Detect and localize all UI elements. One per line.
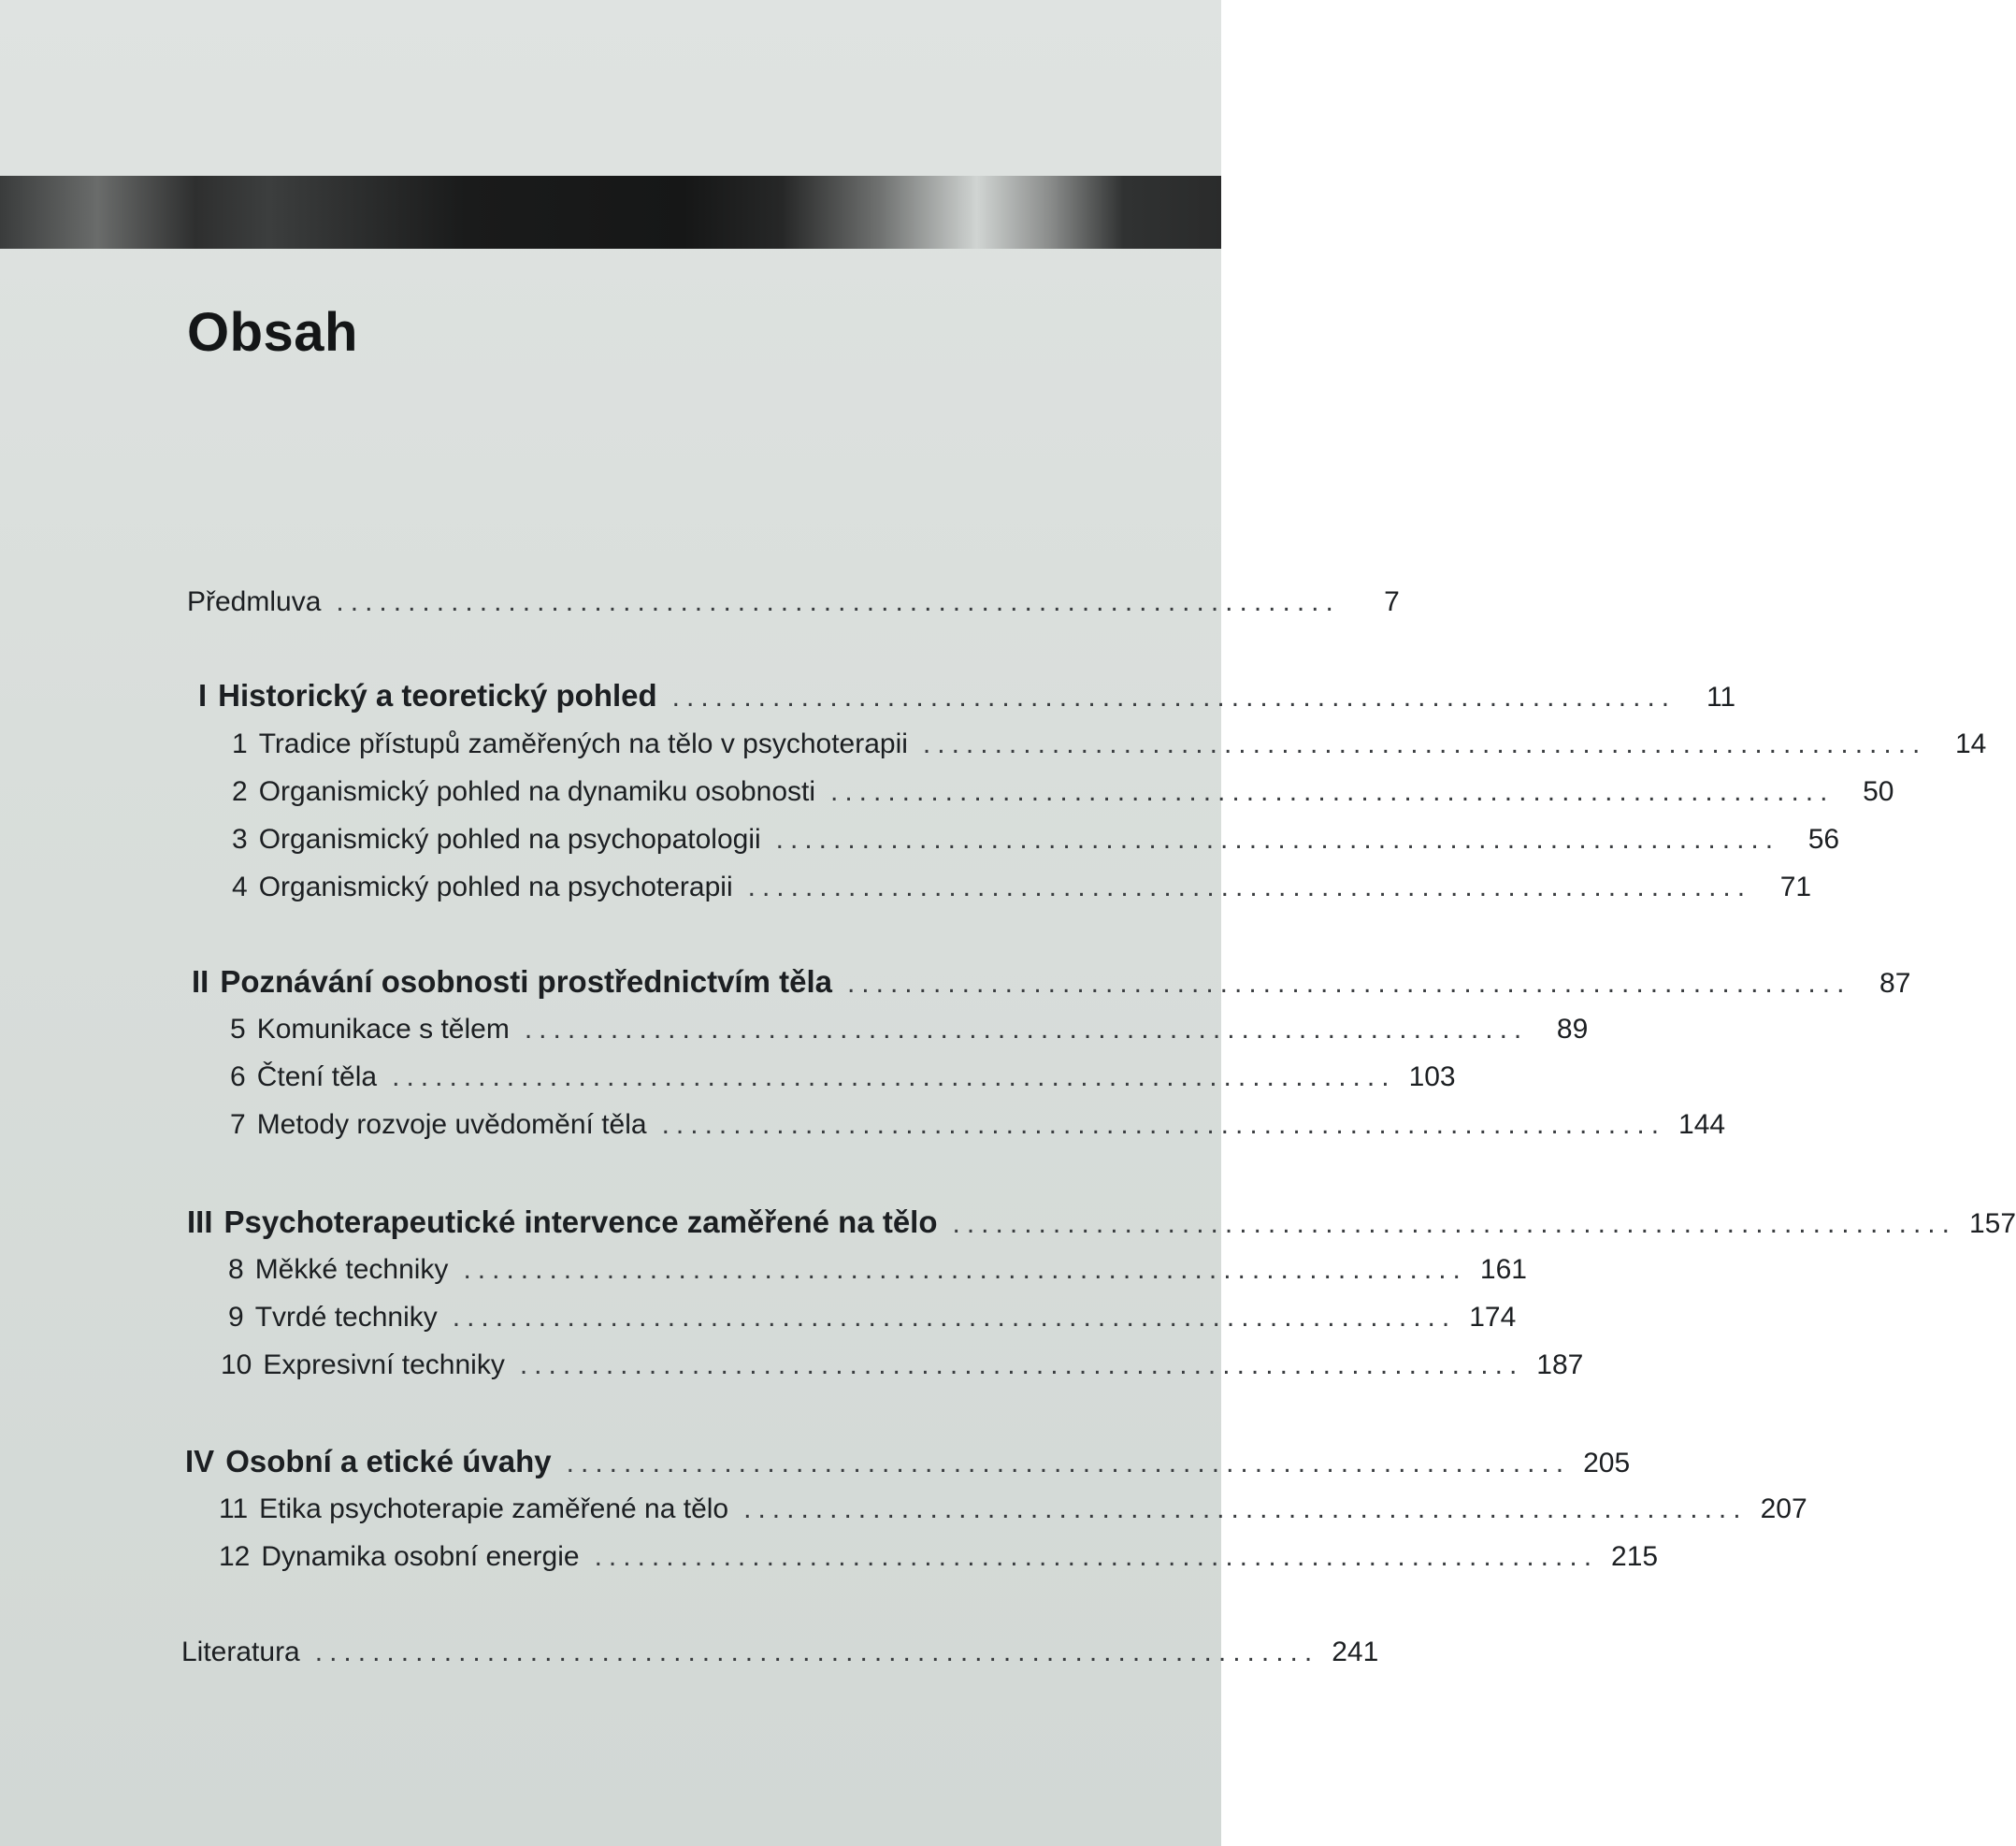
part-number: II bbox=[192, 964, 209, 999]
chapter-number: 11 bbox=[219, 1493, 249, 1524]
dot-leader: ...................................................................... bbox=[524, 1014, 1529, 1045]
part-number: IV bbox=[185, 1444, 215, 1478]
toc-chapter bbox=[221, 1347, 1584, 1384]
chapter-title: Měkké techniky bbox=[254, 1254, 449, 1285]
chapter-number: 10 bbox=[221, 1349, 252, 1380]
toc-chapter bbox=[230, 1011, 1589, 1048]
dot-leader: ...................................................................... bbox=[336, 586, 1340, 617]
toc-page-number: 56 bbox=[1807, 824, 1840, 855]
chapter-number: 1 bbox=[232, 728, 248, 759]
chapter-title: Organismický pohled na psychoterapii bbox=[258, 872, 733, 902]
dot-leader: ...................................................................... bbox=[566, 1448, 1571, 1478]
toc-chapter bbox=[232, 821, 1840, 858]
toc-page-number: 87 bbox=[1879, 968, 1911, 999]
chapter-number: 3 bbox=[232, 824, 248, 855]
chapter-title: Expresivní techniky bbox=[263, 1349, 505, 1380]
part-number: I bbox=[198, 678, 208, 713]
dot-leader: ...................................................................... bbox=[314, 1637, 1319, 1667]
toc-page-number: 187 bbox=[1536, 1349, 1584, 1380]
part-title: Poznávání osobnosti prostřednictvím těla bbox=[220, 964, 832, 999]
toc-chapter bbox=[232, 726, 1987, 763]
chapter-title: Dynamika osobní energie bbox=[261, 1541, 580, 1572]
part-title: Psychoterapeutické intervence zaměřené na tělo bbox=[223, 1204, 938, 1239]
part-title: Osobní a etické úvahy bbox=[225, 1444, 552, 1478]
dot-leader: ...................................................................... bbox=[671, 682, 1677, 713]
dot-leader: ...................................................................... bbox=[463, 1254, 1467, 1285]
chapter-number: 4 bbox=[232, 872, 248, 902]
toc-part-heading bbox=[198, 677, 1736, 714]
chapter-number: 12 bbox=[219, 1541, 251, 1572]
toc-page-number: 215 bbox=[1611, 1541, 1659, 1572]
dot-leader: ...................................................................... bbox=[830, 776, 1835, 807]
dot-leader: ...................................................................... bbox=[594, 1541, 1599, 1572]
chapter-title: Čtení těla bbox=[256, 1061, 378, 1092]
toc-page-number: 174 bbox=[1469, 1302, 1517, 1333]
toc-chapter bbox=[219, 1491, 1807, 1528]
dot-leader: ...................................................................... bbox=[922, 728, 1927, 759]
dot-leader: ...................................................................... bbox=[452, 1302, 1457, 1333]
part-title: Historický a teoretický pohled bbox=[218, 678, 657, 713]
toc-page-number: 157 bbox=[1968, 1208, 2016, 1239]
toc-entry-label: Literatura bbox=[181, 1637, 300, 1667]
chapter-number: 6 bbox=[230, 1061, 246, 1092]
dot-leader: ...................................................................... bbox=[952, 1208, 1956, 1239]
toc-entry-label: Předmluva bbox=[187, 586, 322, 617]
toc-part-heading bbox=[187, 1204, 2016, 1241]
toc-chapter bbox=[230, 1059, 1456, 1096]
chapter-title: Tradice přístupů zaměřených na tělo v psychoterapii bbox=[258, 728, 908, 759]
dot-leader: ...................................................................... bbox=[846, 968, 1851, 999]
toc-page-number: 14 bbox=[1955, 728, 1987, 759]
dot-leader: ...................................................................... bbox=[661, 1109, 1666, 1140]
toc-page-number: 103 bbox=[1408, 1061, 1456, 1092]
toc-chapter bbox=[219, 1538, 1659, 1576]
toc-entry-foreword bbox=[187, 584, 1400, 621]
chapter-number: 7 bbox=[230, 1109, 246, 1140]
toc-page-number: 205 bbox=[1583, 1448, 1631, 1478]
toc-page-number: 71 bbox=[1779, 872, 1812, 902]
chapter-title: Organismický pohled na dynamiku osobnosti bbox=[258, 776, 815, 807]
dot-leader: ...................................................................... bbox=[747, 872, 1752, 902]
toc-chapter bbox=[228, 1299, 1517, 1336]
toc-chapter bbox=[232, 773, 1894, 811]
toc-part-heading bbox=[192, 963, 1911, 1001]
toc-page-number: 50 bbox=[1863, 776, 1894, 807]
chapter-title: Komunikace s tělem bbox=[256, 1014, 510, 1045]
chapter-number: 5 bbox=[230, 1014, 246, 1045]
part-number: III bbox=[187, 1204, 213, 1239]
chapter-title: Etika psychoterapie zaměřené na tělo bbox=[259, 1493, 729, 1524]
dot-leader: ...................................................................... bbox=[392, 1061, 1396, 1092]
toc-page-number: 161 bbox=[1479, 1254, 1527, 1285]
toc-chapter bbox=[230, 1106, 1726, 1144]
toc-page-number: 207 bbox=[1760, 1493, 1807, 1524]
chapter-title: Organismický pohled na psychopatologii bbox=[258, 824, 761, 855]
toc-page-number: 89 bbox=[1556, 1014, 1589, 1045]
toc-chapter bbox=[228, 1251, 1527, 1289]
chapter-number: 2 bbox=[232, 776, 248, 807]
chapter-number: 8 bbox=[228, 1254, 244, 1285]
toc-page-number: 144 bbox=[1678, 1109, 1726, 1140]
dot-leader: ...................................................................... bbox=[743, 1493, 1748, 1524]
chapter-title: Metody rozvoje uvědomění těla bbox=[256, 1109, 647, 1140]
toc-page-number: 11 bbox=[1706, 682, 1736, 713]
toc-entry-bibliography bbox=[181, 1634, 1379, 1671]
toc-page-number: 7 bbox=[1384, 586, 1400, 617]
toc-chapter bbox=[232, 869, 1812, 906]
toc-part-heading bbox=[185, 1443, 1631, 1480]
chapter-number: 9 bbox=[228, 1302, 244, 1333]
dot-leader: ...................................................................... bbox=[519, 1349, 1524, 1380]
toc-page-number: 241 bbox=[1332, 1637, 1379, 1667]
chapter-title: Tvrdé techniky bbox=[254, 1302, 438, 1333]
page-title: Obsah bbox=[187, 302, 358, 363]
dot-leader: ...................................................................... bbox=[775, 824, 1780, 855]
